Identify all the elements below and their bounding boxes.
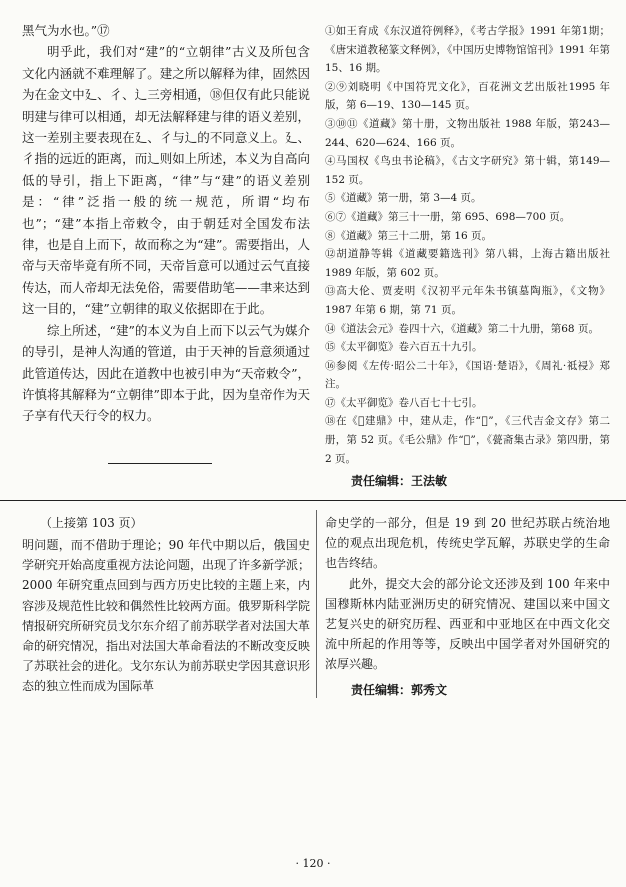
footnote: ⑫胡道静等辑《道藏要籍选刊》第八辑，上海古籍出版社 1989 年版，第 602 页。 <box>325 248 610 279</box>
column-divider <box>316 510 317 698</box>
footnote: ⑥⑦《道藏》第三十一册，第 695、698—700 页。 <box>325 210 571 223</box>
footnote: ⑧《道藏》第三十二册，第 16 页。 <box>325 229 493 242</box>
article-body-left <box>22 20 310 427</box>
continued-article-right <box>325 513 610 675</box>
footnote: ①如王育成《东汉道符例释》，《考古学报》1991 年第1期；《唐宋道教秘篆文释例》，《中国历史博物馆馆刊》1991 年第 15、16 期。 <box>325 25 610 75</box>
section-divider <box>0 500 626 501</box>
responsible-editor: 责任编辑：王法敏 <box>351 474 448 488</box>
footnote: ⑤《道藏》第一册，第 3—4 页。 <box>325 192 482 205</box>
footnote: ④马国权《鸟虫书论稿》，《古文字研究》第十辑，第149—152 页。 <box>325 155 610 186</box>
responsible-editor: 责任编辑：郭秀文 <box>351 683 448 697</box>
footnote: ⑮《太平御览》卷六百五十九引。 <box>325 341 483 354</box>
article-end-rule <box>108 463 212 464</box>
paragraph: 明问题，而不借助于理论；90 年代中期以后，俄国史学研究开始高度重视方法论问题，出现了许多新学派；2000 年研究重点回到与西方历史比较的主题上来，内容涉及规范性比较和偶然性比较两方面。俄罗斯科学院情报研究所研究员戈尔东介绍了前苏联学者对法国大革命的研究情况，指出对法国大革命看法的不断改变反映了苏联社会的进化。戈尔东认为前苏联史学因其意识形态的独立性而成为国际革 <box>22 538 311 694</box>
continued-article-left <box>22 513 310 697</box>
footnotes <box>325 22 610 468</box>
footnote: ⑱在《𢍓建鼎》中，建从走，作“𨑚”，《三代吉金文存》第二册，第 52 页。《毛公鼎》作“𢌱”，《甍斋集古录》第四册，第 2 页。 <box>325 415 610 465</box>
page-number: · 120 · <box>295 857 331 870</box>
footnote: ⑬高大伦、贾麦明《汉初平元年朱书镇墓陶瓶》，《文物》1987 年第 6 期，第 71 页。 <box>325 285 610 316</box>
paragraph: 此外，提交大会的部分论文还涉及到 100 年来中国穆斯林内陆亚洲历史的研究情况、建国以来中国文艺复兴史的研究历程、西亚和中亚地区在中西文化交流中所起的作用等等，反映出中国学者对外国研究的浓厚兴趣。 <box>325 576 610 672</box>
paragraph: 明乎此，我们对“建”的“立朝律”古义及所包含文化内涵就不难理解了。建之所以解释为律，固然因为在金文中廴、彳、辶三旁相通，⑱但仅有此只能说明建与律可以相通，却无法解释建与律的语义差别，这一差别主要表现在廴、彳与辶的不同意义上。廴、彳指的远近的距离，而辶则如上所述，本义为自高向低的导引，指上下距离，“律”与“建”的语义差别是：“律”泛指一般的统一规范，所谓“均布也”；“建”本指上帝敕令，由于朝廷对全国发布法律，也是自上而下，故而称之为“建”。需要指出，人帝与天帝毕竟有所不同，天帝旨意可以通过云气直接传达，而人帝却无法免俗，需要借助笔——聿来达到这一目的，“建”立朝律的取义依据即在于此。 <box>22 44 310 317</box>
footnote: ②⑨刘晓明《中国符咒文化》，百花洲文艺出版社1995 年版，第 6—19、130—145 页。 <box>325 80 610 112</box>
footnote: ⑯参阅《左传·昭公二十年》，《国语·楚语》，《周礼·祗祲》郑注。 <box>325 359 610 391</box>
continued-from-note: （上接第 103 页） <box>40 516 143 530</box>
footnote: ⑰《太平御览》卷八百七十七引。 <box>325 396 483 409</box>
footnote: ③⑩⑪《道藏》第十册，文物出版社 1988 年版，第243—244、620—624、166 页。 <box>325 117 610 149</box>
footnote: ⑭《道法会元》卷四十六，《道藏》第二十九册，第68 页。 <box>325 322 599 335</box>
paragraph: 黑气为水也。”⑰ <box>22 23 110 38</box>
paragraph: 命史学的一部分，但是 19 到 20 世纪苏联占统治地位的观点出现危机，传统史学瓦解，苏联史学的生命也告终结。 <box>325 516 610 571</box>
paragraph: 综上所述，“建”的本义为自上而下以云气为媒介的导引，是神人沟通的管道，由于天神的旨意须通过此管道传达，因此在道教中也被引申为“天帝敕令”，许慎将其解释为“立朝律”即本于此，因为皇帝作为天子享有代天行令的权力。 <box>22 322 310 424</box>
